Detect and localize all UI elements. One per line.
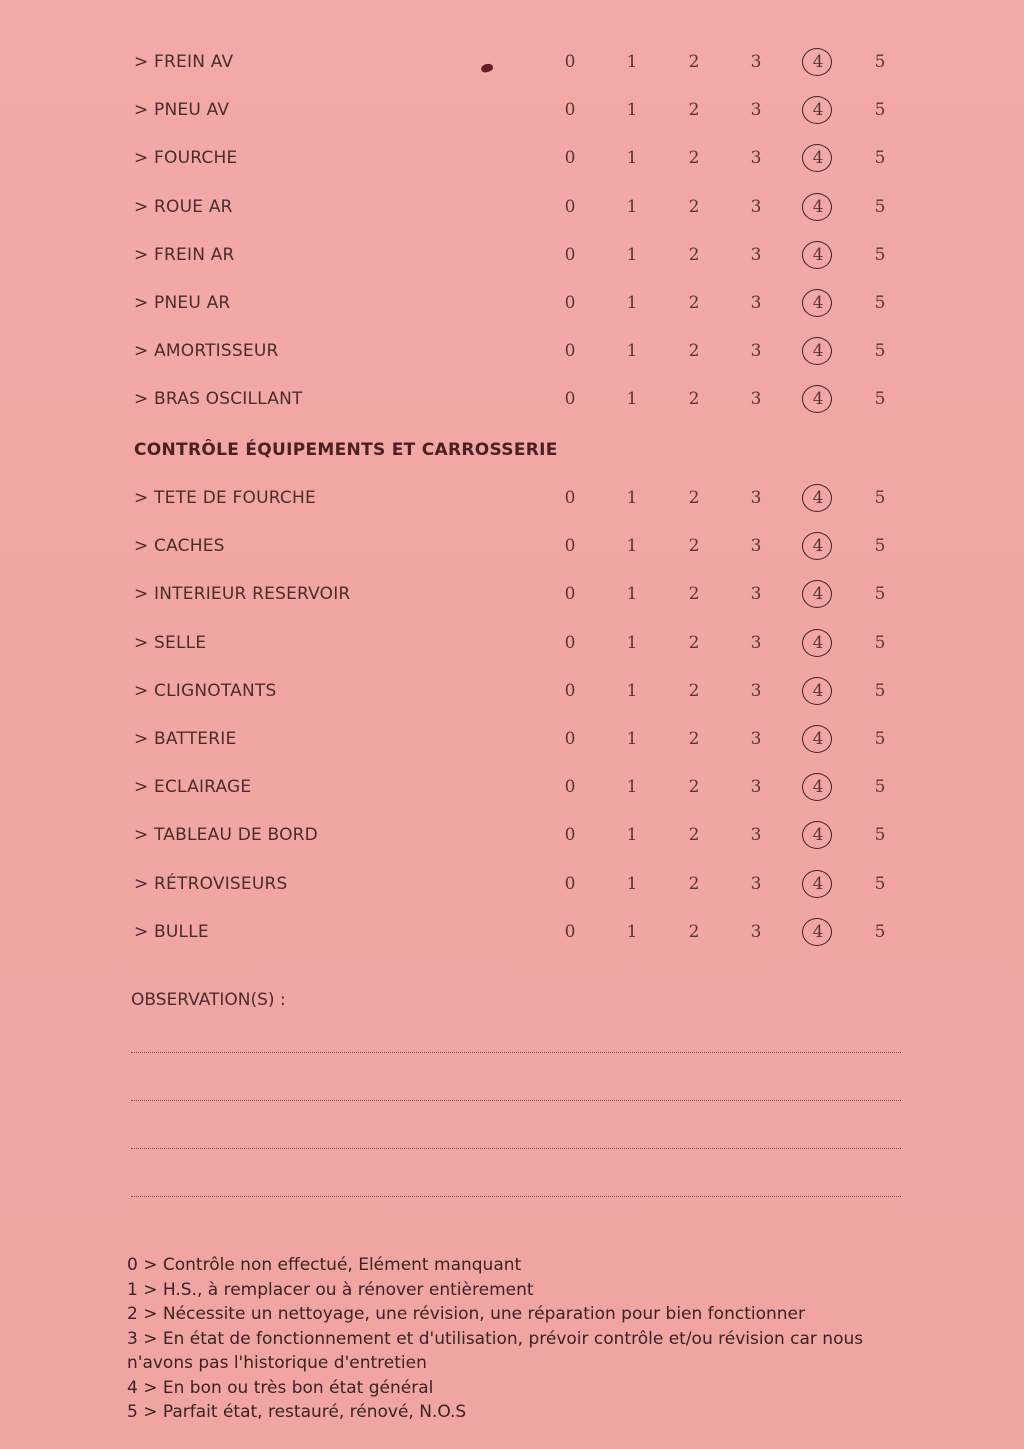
observation-line-3[interactable] bbox=[131, 1148, 901, 1149]
score-option-0[interactable]: 0 bbox=[564, 52, 576, 72]
score-option-4[interactable]: 4 bbox=[812, 632, 824, 653]
score-option-2[interactable]: 2 bbox=[688, 632, 700, 653]
score-option-0[interactable]: 0 bbox=[564, 921, 576, 942]
score-option-1[interactable]: 1 bbox=[626, 873, 638, 894]
score-option-4[interactable]: 4 bbox=[812, 148, 824, 169]
selected-score-circle bbox=[802, 96, 832, 124]
score-option-3[interactable]: 3 bbox=[750, 52, 762, 72]
selected-score-circle bbox=[802, 241, 832, 269]
legend-item-2: 2 > Nécessite un nettoyage, une révision, une réparation pour bien fonctionner bbox=[127, 1304, 805, 1324]
score-option-0[interactable]: 0 bbox=[564, 873, 576, 894]
observation-line-2[interactable] bbox=[131, 1100, 901, 1101]
score-option-0[interactable]: 0 bbox=[564, 729, 576, 749]
selected-score-circle bbox=[802, 289, 832, 317]
score-option-2[interactable]: 2 bbox=[688, 536, 700, 557]
score-option-3[interactable]: 3 bbox=[750, 341, 762, 362]
score-option-5[interactable]: 5 bbox=[874, 196, 886, 217]
score-option-2[interactable]: 2 bbox=[688, 100, 700, 121]
score-option-4[interactable]: 4 bbox=[812, 536, 824, 557]
score-option-5[interactable]: 5 bbox=[874, 100, 886, 121]
selected-score-circle bbox=[802, 337, 832, 365]
score-option-1[interactable]: 1 bbox=[626, 52, 638, 72]
rating-row bbox=[0, 385, 1024, 415]
rating-row bbox=[0, 677, 1024, 707]
legend-item-1: 1 > H.S., à remplacer ou à rénover entièrement bbox=[127, 1279, 534, 1300]
score-option-5[interactable]: 5 bbox=[874, 389, 886, 410]
score-option-1[interactable]: 1 bbox=[626, 921, 638, 942]
score-option-5[interactable]: 5 bbox=[874, 244, 886, 265]
score-option-5[interactable]: 5 bbox=[874, 341, 886, 362]
score-option-2[interactable]: 2 bbox=[688, 584, 700, 605]
score-option-4[interactable]: 4 bbox=[812, 825, 824, 846]
score-option-1[interactable]: 1 bbox=[626, 293, 638, 313]
legend-item-3: 3 > En état de fonctionnement et d'utilisation, prévoir contrôle et/ou révision car nous n'avons pas l'historique d'entretien bbox=[127, 1328, 864, 1373]
rating-row bbox=[0, 484, 1024, 514]
score-option-3[interactable]: 3 bbox=[750, 584, 762, 605]
row-label: > PNEU AV bbox=[134, 100, 230, 121]
score-option-4[interactable]: 4 bbox=[812, 873, 824, 894]
rating-row bbox=[0, 144, 1024, 174]
score-option-0[interactable]: 0 bbox=[564, 777, 576, 798]
rating-row bbox=[0, 821, 1024, 851]
score-option-2[interactable]: 2 bbox=[688, 921, 700, 942]
score-option-0[interactable]: 0 bbox=[564, 100, 576, 121]
selected-score-circle bbox=[802, 532, 832, 560]
score-option-1[interactable]: 1 bbox=[626, 584, 638, 605]
score-option-0[interactable]: 0 bbox=[564, 536, 576, 557]
score-option-3[interactable]: 3 bbox=[750, 825, 762, 846]
legend-item-5: 5 > Parfait état, restauré, rénové, N.O.S bbox=[127, 1402, 467, 1422]
score-option-3[interactable]: 3 bbox=[750, 729, 762, 749]
score-option-4[interactable]: 4 bbox=[812, 584, 824, 605]
score-option-0[interactable]: 0 bbox=[564, 341, 576, 362]
rating-row bbox=[0, 725, 1024, 755]
rating-row bbox=[0, 337, 1024, 367]
row-label: > BRAS OSCILLANT bbox=[134, 389, 303, 410]
score-option-2[interactable]: 2 bbox=[688, 148, 700, 169]
score-option-4[interactable]: 4 bbox=[812, 921, 824, 942]
section-title: CONTRÔLE ÉQUIPEMENTS ET CARROSSERIE bbox=[134, 440, 558, 460]
selected-score-circle bbox=[802, 48, 832, 76]
score-option-1[interactable]: 1 bbox=[626, 632, 638, 653]
score-option-5[interactable]: 5 bbox=[874, 680, 886, 701]
observation-line-1[interactable] bbox=[131, 1052, 901, 1053]
score-option-1[interactable]: 1 bbox=[626, 100, 638, 121]
score-option-0[interactable]: 0 bbox=[564, 196, 576, 217]
row-label: > CACHES bbox=[134, 536, 225, 557]
score-option-4[interactable]: 4 bbox=[812, 244, 824, 265]
score-option-0[interactable]: 0 bbox=[564, 632, 576, 653]
row-label: > AMORTISSEUR bbox=[134, 341, 279, 362]
row-label: > INTERIEUR RESERVOIR bbox=[134, 584, 351, 605]
score-option-3[interactable]: 3 bbox=[750, 196, 762, 217]
score-option-1[interactable]: 1 bbox=[626, 389, 638, 410]
score-option-1[interactable]: 1 bbox=[626, 729, 638, 749]
row-label: > BATTERIE bbox=[134, 729, 237, 749]
rating-row bbox=[0, 870, 1024, 900]
selected-score-circle bbox=[802, 629, 832, 657]
selected-score-circle bbox=[802, 484, 832, 512]
score-option-3[interactable]: 3 bbox=[750, 293, 762, 313]
score-option-1[interactable]: 1 bbox=[626, 536, 638, 557]
row-label: > TABLEAU DE BORD bbox=[134, 825, 318, 846]
row-label: > TETE DE FOURCHE bbox=[134, 488, 316, 508]
rating-row bbox=[0, 96, 1024, 126]
row-label: > ECLAIRAGE bbox=[134, 777, 252, 798]
score-option-2[interactable]: 2 bbox=[688, 341, 700, 362]
rating-row bbox=[0, 289, 1024, 319]
score-option-4[interactable]: 4 bbox=[812, 293, 824, 313]
score-option-3[interactable]: 3 bbox=[750, 680, 762, 701]
observation-line-4[interactable] bbox=[131, 1196, 901, 1197]
score-option-5[interactable]: 5 bbox=[874, 873, 886, 894]
rating-row bbox=[0, 773, 1024, 803]
score-option-5[interactable]: 5 bbox=[874, 52, 886, 72]
score-option-0[interactable]: 0 bbox=[564, 244, 576, 265]
score-option-5[interactable]: 5 bbox=[874, 488, 886, 508]
score-option-5[interactable]: 5 bbox=[874, 584, 886, 605]
legend bbox=[127, 1253, 907, 1425]
score-option-1[interactable]: 1 bbox=[626, 488, 638, 508]
row-label: > BULLE bbox=[134, 921, 209, 942]
score-option-2[interactable]: 2 bbox=[688, 680, 700, 701]
selected-score-circle bbox=[802, 193, 832, 221]
legend-item-4: 4 > En bon ou très bon état général bbox=[127, 1377, 434, 1398]
selected-score-circle bbox=[802, 677, 832, 705]
score-option-0[interactable]: 0 bbox=[564, 680, 576, 701]
score-option-4[interactable]: 4 bbox=[812, 488, 824, 508]
score-option-5[interactable]: 5 bbox=[874, 777, 886, 798]
score-option-2[interactable]: 2 bbox=[688, 52, 700, 72]
observations-label: OBSERVATION(S) : bbox=[131, 990, 286, 1010]
row-label: > SELLE bbox=[134, 632, 207, 653]
selected-score-circle bbox=[802, 918, 832, 946]
score-option-2[interactable]: 2 bbox=[688, 488, 700, 508]
score-option-1[interactable]: 1 bbox=[626, 825, 638, 846]
rating-row bbox=[0, 532, 1024, 562]
row-label: > FOURCHE bbox=[134, 148, 238, 169]
score-option-3[interactable]: 3 bbox=[750, 148, 762, 169]
score-option-2[interactable]: 2 bbox=[688, 729, 700, 749]
score-option-3[interactable]: 3 bbox=[750, 100, 762, 121]
rating-row bbox=[0, 629, 1024, 659]
score-option-2[interactable]: 2 bbox=[688, 244, 700, 265]
score-option-3[interactable]: 3 bbox=[750, 632, 762, 653]
score-option-1[interactable]: 1 bbox=[626, 777, 638, 798]
score-option-3[interactable]: 3 bbox=[750, 921, 762, 942]
score-option-5[interactable]: 5 bbox=[874, 921, 886, 942]
score-option-0[interactable]: 0 bbox=[564, 584, 576, 605]
score-option-2[interactable]: 2 bbox=[688, 293, 700, 313]
score-option-1[interactable]: 1 bbox=[626, 196, 638, 217]
score-option-2[interactable]: 2 bbox=[688, 196, 700, 217]
score-option-1[interactable]: 1 bbox=[626, 244, 638, 265]
score-option-4[interactable]: 4 bbox=[812, 729, 824, 749]
row-label: > ROUE AR bbox=[134, 196, 233, 217]
score-option-4[interactable]: 4 bbox=[812, 389, 824, 410]
legend-item-0: 0 > Contrôle non effectué, Elément manquant bbox=[127, 1255, 522, 1275]
selected-score-circle bbox=[802, 870, 832, 898]
rating-row bbox=[0, 241, 1024, 271]
score-option-4[interactable]: 4 bbox=[812, 196, 824, 217]
score-option-5[interactable]: 5 bbox=[874, 632, 886, 653]
score-option-1[interactable]: 1 bbox=[626, 680, 638, 701]
score-option-5[interactable]: 5 bbox=[874, 148, 886, 169]
score-option-1[interactable]: 1 bbox=[626, 148, 638, 169]
score-option-4[interactable]: 4 bbox=[812, 777, 824, 798]
score-option-3[interactable]: 3 bbox=[750, 389, 762, 410]
score-option-0[interactable]: 0 bbox=[564, 825, 576, 846]
score-option-4[interactable]: 4 bbox=[812, 341, 824, 362]
score-option-4[interactable]: 4 bbox=[812, 52, 824, 72]
score-option-3[interactable]: 3 bbox=[750, 244, 762, 265]
score-option-1[interactable]: 1 bbox=[626, 341, 638, 362]
score-option-0[interactable]: 0 bbox=[564, 293, 576, 313]
score-option-5[interactable]: 5 bbox=[874, 293, 886, 313]
score-option-2[interactable]: 2 bbox=[688, 389, 700, 410]
score-option-3[interactable]: 3 bbox=[750, 536, 762, 557]
score-option-5[interactable]: 5 bbox=[874, 729, 886, 749]
selected-score-circle bbox=[802, 725, 832, 753]
score-option-3[interactable]: 3 bbox=[750, 488, 762, 508]
score-option-4[interactable]: 4 bbox=[812, 680, 824, 701]
rating-row bbox=[0, 918, 1024, 948]
score-option-5[interactable]: 5 bbox=[874, 825, 886, 846]
score-option-0[interactable]: 0 bbox=[564, 389, 576, 410]
row-label: > RÉTROVISEURS bbox=[134, 873, 288, 894]
rating-row bbox=[0, 580, 1024, 610]
row-label: > FREIN AR bbox=[134, 244, 235, 265]
score-option-3[interactable]: 3 bbox=[750, 873, 762, 894]
selected-score-circle bbox=[802, 773, 832, 801]
score-option-4[interactable]: 4 bbox=[812, 100, 824, 121]
score-option-5[interactable]: 5 bbox=[874, 536, 886, 557]
row-label: > PNEU AR bbox=[134, 293, 231, 313]
row-label: > FREIN AV bbox=[134, 52, 234, 72]
score-option-2[interactable]: 2 bbox=[688, 825, 700, 846]
score-option-0[interactable]: 0 bbox=[564, 148, 576, 169]
score-option-0[interactable]: 0 bbox=[564, 488, 576, 508]
score-option-2[interactable]: 2 bbox=[688, 777, 700, 798]
score-option-2[interactable]: 2 bbox=[688, 873, 700, 894]
rating-row bbox=[0, 48, 1024, 78]
rating-row bbox=[0, 193, 1024, 223]
score-option-3[interactable]: 3 bbox=[750, 777, 762, 798]
row-label: > CLIGNOTANTS bbox=[134, 680, 277, 701]
